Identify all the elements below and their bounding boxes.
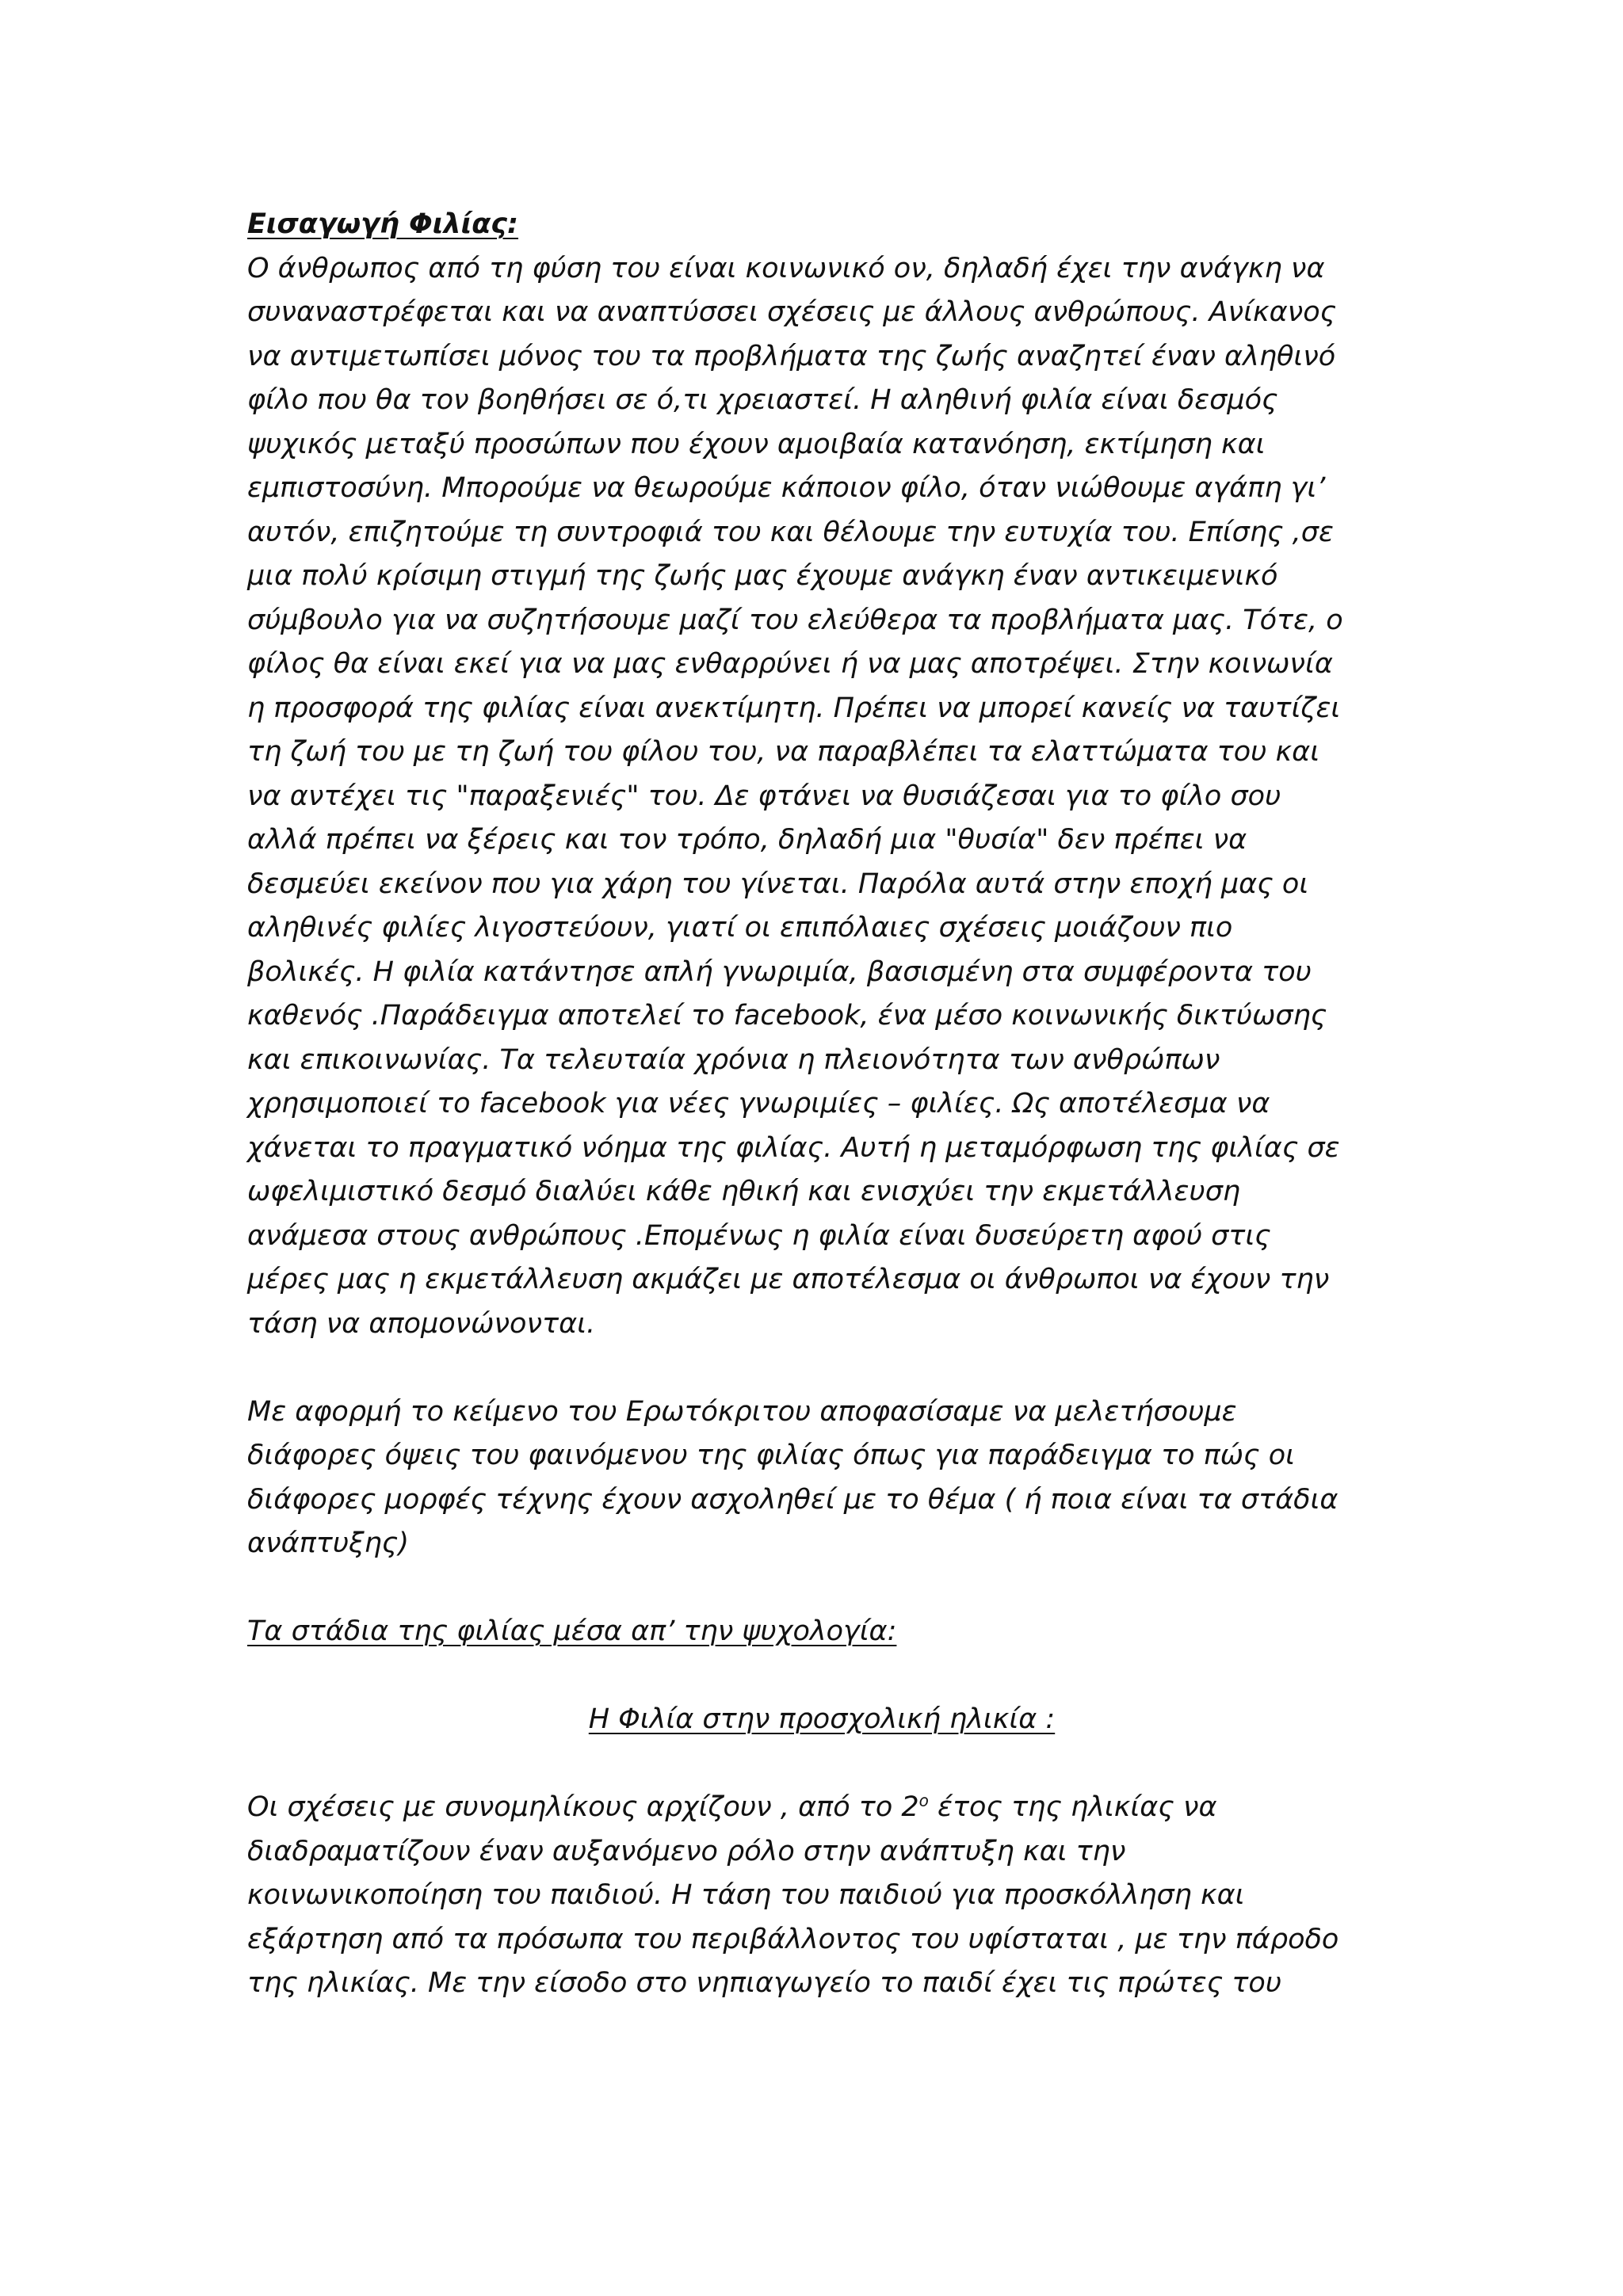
paragraph-1-line: χάνεται το πραγματικό νόημα της φιλίας. Αυτή η μεταμόρφωση της φιλίας σε	[247, 1131, 1340, 1164]
paragraph-3-line	[247, 1786, 1396, 1830]
paragraph-2-line: ανάπτυξης)	[247, 1527, 409, 1559]
paragraph-spacer	[247, 1742, 1396, 1787]
paragraph-1-line: δεσμεύει εκείνον που για χάρη του γίνεται. Παρόλα αυτά στην εποχή μας οι	[247, 868, 1309, 900]
paragraph-spacer	[247, 1654, 1396, 1699]
paragraph-1-line: μια πολύ κρίσιμη στιγμή της ζωής μας έχουμε ανάγκη έναν αντικειμενικό	[247, 560, 1278, 592]
paragraph-1-line: συναναστρέφεται και να αναπτύσσει σχέσεις με άλλους ανθρώπους. Ανίκανος	[247, 296, 1337, 328]
paragraph-1-line: χρησιμοποιεί το facebook για νέες γνωριμίες – φιλίες. Ως αποτέλεσμα να	[247, 1088, 1270, 1119]
heading-preschool: Η Φιλία στην προσχολική ηλικία :	[588, 1703, 1056, 1735]
paragraph-2-line: διάφορες μορφές τέχνης έχουν ασχοληθεί με το θέμα ( ή ποια είναι τα στάδια	[247, 1483, 1338, 1516]
paragraph-spacer	[247, 1566, 1396, 1611]
paragraph-1-line: τη ζωή του με τη ζωή του φίλου του, να παραβλέπει τα ελαττώματα του και	[247, 736, 1320, 768]
paragraph-1-line: ψυχικός μεταξύ προσώπων που έχουν αμοιβαία κατανόηση, εκτίμηση και	[247, 428, 1266, 460]
paragraph-1-line: αυτόν, επιζητούμε τη συντροφιά του και θέλουμε την ευτυχία του. Επίσης ,σε	[247, 516, 1334, 548]
paragraph-1-line: βολικές. Η φιλία κατάντησε απλή γνωριμία, βασισμένη στα συμφέροντα του	[247, 955, 1312, 988]
paragraph-2-line: διάφορες όψεις του φαινόμενου της φιλίας όπως για παράδειγμα το πώς οι	[247, 1440, 1295, 1471]
paragraph-3-line-start: Οι σχέσεις με συνομηλίκους αρχίζουν , από το 2	[247, 1791, 919, 1823]
paragraph-3-line: της ηλικίας. Με την είσοδο στο νηπιαγωγείο το παιδί έχει τις πρώτες του	[247, 1967, 1282, 1999]
paragraph-3-line-end: έτος της ηλικίας να	[928, 1791, 1217, 1823]
paragraph-1-line: αλλά πρέπει να ξέρεις και τον τρόπο, δηλαδή μια "θυσία" δεν πρέπει να	[247, 824, 1247, 856]
paragraph-3-line: κοινωνικοποίηση του παιδιού. Η τάση του παιδιού για προσκόλληση και	[247, 1879, 1245, 1911]
paragraph-1-line: φίλο που θα τον βοηθήσει σε ό,τι χρειαστεί. Η αληθινή φιλία είναι δεσμός	[247, 384, 1278, 416]
paragraph-1-line: να αντέχει τις "παραξενιές" του. Δε φτάνει να θυσιάζεσαι για το φίλο σου	[247, 780, 1281, 812]
paragraph-3-line: διαδραματίζουν έναν αυξανόμενο ρόλο στην ανάπτυξη και την	[247, 1835, 1126, 1867]
paragraph-3-line: εξάρτηση από τα πρόσωπα του περιβάλλοντος του υφίσταται , με την πάροδο	[247, 1923, 1339, 1955]
paragraph-1-line: εμπιστοσύνη. Μπορούμε να θεωρούμε κάποιον φίλο, όταν νιώθουμε αγάπη γι’	[247, 472, 1326, 504]
document-content	[247, 203, 1396, 2006]
paragraph-1-line: σύμβουλο για να συζητήσουμε μαζί του ελεύθερα τα προβλήματα μας. Τότε, ο	[247, 604, 1343, 636]
paragraph-1-line: η προσφορά της φιλίας είναι ανεκτίμητη. Πρέπει να μπορεί κανείς να ταυτίζει	[247, 692, 1341, 724]
paragraph-1-line: αληθινές φιλίες λιγοστεύουν, γιατί οι επιπόλαιες σχέσεις μοιάζουν πιο	[247, 912, 1233, 944]
paragraph-2-line: Με αφορμή το κείμενο του Ερωτόκριτου αποφασίσαμε να μελετήσουμε	[247, 1395, 1237, 1428]
paragraph-1-line: τάση να απομονώνονται.	[247, 1307, 596, 1340]
paragraph-1-line: ανάμεσα στους ανθρώπους .Επομένως η φιλία είναι δυσεύρετη αφού στις	[247, 1219, 1271, 1252]
paragraph-1-line: καθενός .Παράδειγμα αποτελεί το facebook, ένα μέσο κοινωνικής δικτύωσης	[247, 1000, 1327, 1032]
paragraph-1-line: και επικοινωνίας. Τα τελευταία χρόνια η πλειονότητα των ανθρώπων	[247, 1043, 1220, 1076]
ordinal-superscript: ο	[918, 1791, 929, 1810]
paragraph-1-line: να αντιμετωπίσει μόνος του τα προβλήματα της ζωής αναζητεί έναν αληθινό	[247, 340, 1336, 372]
paragraph-1-line: ωφελιμιστικό δεσμό διαλύει κάθε ηθική και ενισχύει την εκμετάλλευση	[247, 1176, 1241, 1207]
heading-intro: Εισαγωγή Φιλίας:	[247, 208, 519, 240]
heading-stages: Τα στάδια της φιλίας μέσα απ’ την ψυχολογία:	[247, 1615, 897, 1647]
paragraph-1-line: Ο άνθρωπος από τη φύση του είναι κοινωνικό ον, δηλαδή έχει την ανάγκη να	[247, 252, 1325, 284]
paragraph-1-line: μέρες μας η εκμετάλλευση ακμάζει με αποτέλεσμα οι άνθρωποι να έχουν την	[247, 1264, 1330, 1295]
paragraph-spacer	[247, 1346, 1396, 1390]
paragraph-1-line: φίλος θα είναι εκεί για να μας ενθαρρύνει ή να μας αποτρέψει. Στην κοινωνία	[247, 648, 1333, 680]
